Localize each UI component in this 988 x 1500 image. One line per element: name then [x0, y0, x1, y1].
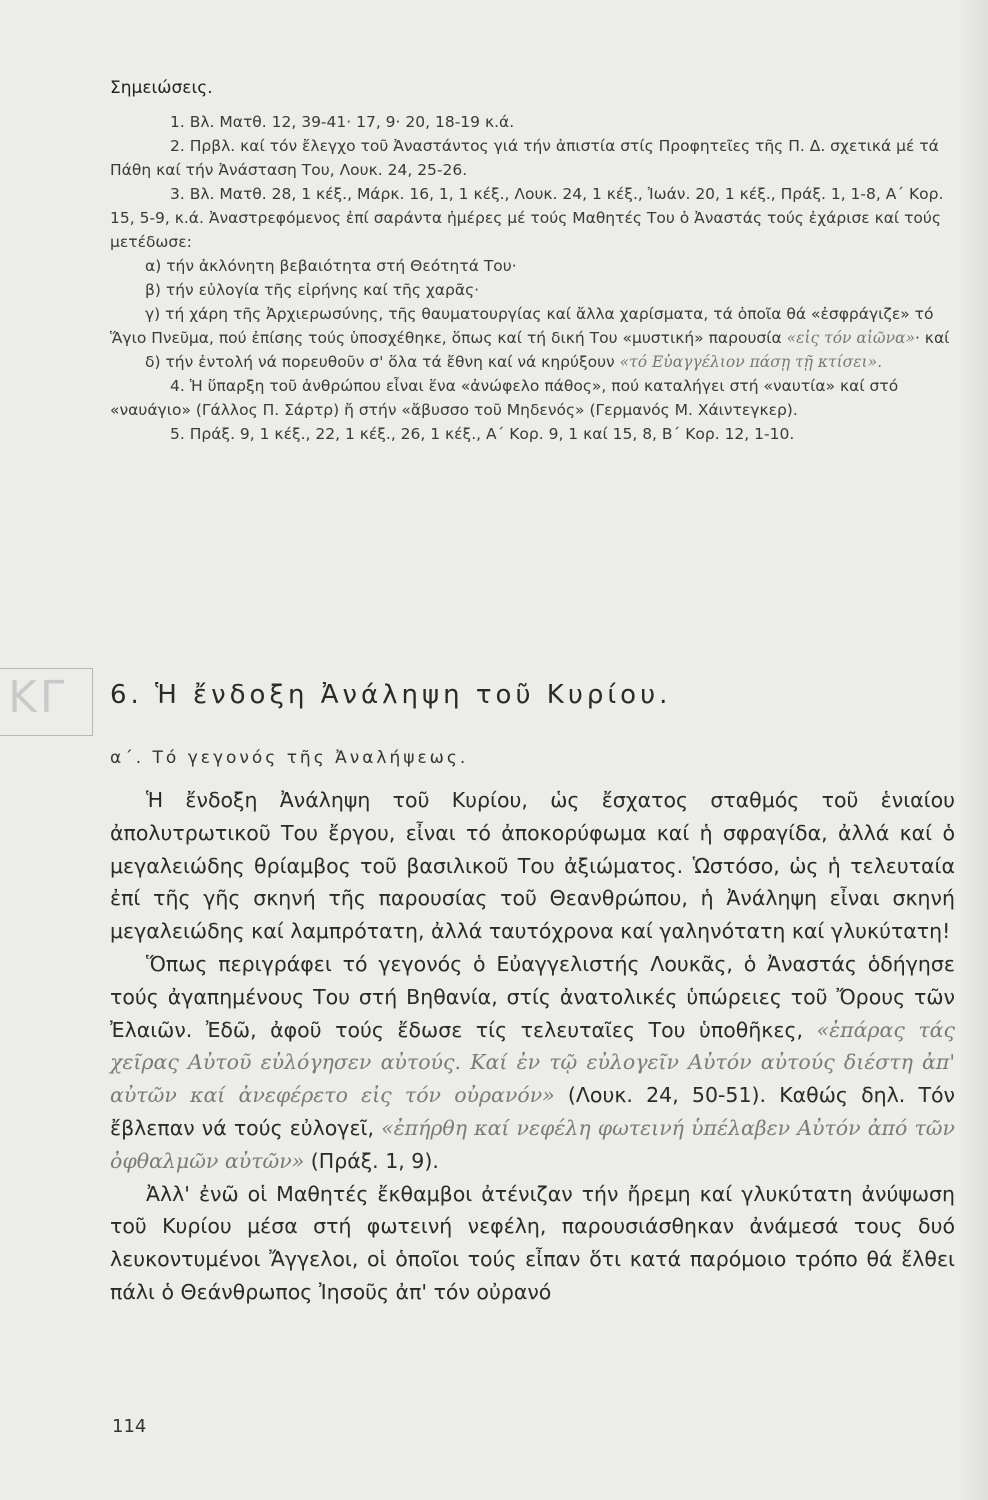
note-1: 1. Βλ. Ματθ. 12, 39-41· 17, 9· 20, 18-19 κ.ά.	[170, 113, 515, 131]
note-3-item-c-quote: «εἰς τόν αἰῶνα»	[786, 329, 915, 347]
notes-heading: Σημειώσεις.	[110, 78, 213, 98]
page-number: 114	[112, 1416, 147, 1437]
note-3: 3. Βλ. Ματθ. 28, 1 κέξ., Μάρκ. 16, 1, 1 κέξ., Λουκ. 24, 1 κέξ., Ἰωάν. 20, 1 κέξ., Πράξ. 1, 1-8, Α΄ Κορ. 15, 5-9, κ.ά. Ἀναστρεφόμενος ἐπί σαράντα ἡμέρες μέ τούς Μαθητές Του ὁ Ἀναστάς τούς ἐχάρισε καί τούς μετέδωσε:	[110, 185, 944, 251]
note-3-item-a: α) τήν ἀκλόνητη βεβαιότητα στή Θεότητά Του·	[145, 257, 517, 275]
note-3-item-b: β) τήν εὐλογία τῆς εἰρήνης καί τῆς χαρᾶς·	[145, 281, 480, 299]
note-3-item-d-text: δ) τήν ἐντολή νά πορευθοῦν σ' ὅλα τά ἔθνη καί νά κηρύξουν	[145, 353, 615, 371]
note-4: 4. Ἡ ὕπαρξη τοῦ ἀνθρώπου εἶναι ἕνα «ἀνώφελο πάθος», πού καταλήγει στή «ναυτία» καί στό «ναυάγιο» (Γάλλος Π. Σάρτρ) ἤ στήν «ἄβυσσο τοῦ Μηδενός» (Γερμανός Μ. Χάιντεγκερ).	[110, 377, 899, 419]
body-paragraph-2-quote-1: «ἐπάρας τάς χεῖρας Αὐτοῦ εὐλόγησεν αὐτούς. Καί ἐν τῷ εὐλογεῖν Αὐτόν αὐτούς διέστη ἀπ' αὐτῶν καί ἀνεφέρετο εἰς τόν οὐρανόν»	[110, 1017, 955, 1108]
body-paragraph-2-text-a: Ὅπως περιγράφει τό γεγονός ὁ Εὐαγγελιστής Λουκᾶς, ὁ Ἀναστάς ὁδήγησε τούς ἀγαπημένους Του στή Βηθανία, στίς ἀνατολικές ὑπώρειες τοῦ Ὄρους τῶν Ἐλαιῶν. Ἐδῶ, ἀφοῦ τούς ἔδωσε τίς τελευταῖες Του ὑποθῆκες,	[110, 951, 955, 1042]
chapter-margin-label: ΚΓ	[8, 672, 68, 723]
section-title: α΄. Τό γεγονός τῆς Ἀναλήψεως.	[110, 748, 469, 768]
body-paragraph-3: Ἀλλ' ἐνῶ οἱ Μαθητές ἔκθαμβοι ἀτένιζαν τήν ἤρεμη καί γλυκύτατη ἀνύψωση τοῦ Κυρίου μέσα στή φωτεινή νεφέλη, παρουσιάσθηκαν ἀνάμεσά τους δυό λευκοντυμένοι Ἄγγελοι, οἱ ὁποῖοι τούς εἶπαν ὅτι κατά παρόμοιο τρόπο θά ἔλθει πάλι ὁ Θεάνθρωπος Ἰησοῦς ἀπ' τόν οὐρανό	[110, 1181, 955, 1304]
notes-section	[110, 110, 950, 446]
body-paragraph-1: Ἡ ἔνδοξη Ἀνάληψη τοῦ Κυρίου, ὡς ἔσχατος σταθμός τοῦ ἑνιαίου ἀπολυτρωτικοῦ Του ἔργου, εἶναι τό ἀποκορύφωμα καί ἡ σφραγίδα, ἀλλά καί ὁ μεγαλειώδης θρίαμβος τοῦ βασιλικοῦ Του ἀξιώματος. Ὡστόσο, ὡς ἡ τελευταία ἐπί τῆς γῆς σκηνή τῆς παρουσίας τοῦ Θεανθρώπου, ἡ Ἀνάληψη εἶναι σκηνή μεγαλειώδης καί λαμπρότατη, ἀλλά ταυτόχρονα καί γαληνότατη καί γλυκύτατη!	[110, 788, 955, 944]
note-3-item-c	[110, 302, 950, 350]
chapter-title: 6. Ἡ ἔνδοξη Ἀνάληψη τοῦ Κυρίου.	[110, 680, 672, 710]
body-paragraph-2-text-c: (Πράξ. 1, 9).	[310, 1148, 439, 1173]
note-3-item-d-quote: «τό Εὐαγγέλιον πάσῃ τῇ κτίσει».	[619, 353, 883, 371]
body-text	[110, 784, 955, 1309]
body-paragraph-2	[110, 948, 955, 1178]
page-edge-shadow	[958, 0, 988, 1500]
note-3-item-d	[110, 350, 950, 374]
note-2: 2. Πρβλ. καί τόν ἔλεγχο τοῦ Ἀναστάντος γιά τήν ἀπιστία στίς Προφητεῖες τῆς Π. Δ. σχετικά μέ τά Πάθη καί τήν Ἀνάσταση Του, Λουκ. 24, 25-26.	[110, 137, 939, 179]
body-paragraph-2-quote-2: «ἐπήρθη καί νεφέλη φωτεινή ὑπέλαβεν Αὐτόν ἀπό τῶν ὀφθαλμῶν αὐτῶν»	[110, 1115, 955, 1173]
note-3-item-c-text: γ) τή χάρη τῆς Ἀρχιερωσύνης, τῆς θαυματουργίας καί ἄλλα χαρίσματα, τά ὁποῖα θά «ἐσφράγιζε» τό Ἅγιο Πνεῦμα, πού ἐπίσης τούς ὑποσχέθηκε, ὅπως καί τή δική Του «μυστική» παρουσία	[110, 305, 934, 347]
note-5: 5. Πράξ. 9, 1 κέξ., 22, 1 κέξ., 26, 1 κέξ., Α΄ Κορ. 9, 1 καί 15, 8, Β΄ Κορ. 12, 1-10.	[170, 425, 795, 443]
note-3-item-c-end: · καί	[914, 329, 950, 347]
body-paragraph-2-text-b: (Λουκ. 24, 50-51). Καθώς δηλ. Τόν ἔβλεπαν νά τούς εὐλογεῖ,	[110, 1083, 955, 1140]
